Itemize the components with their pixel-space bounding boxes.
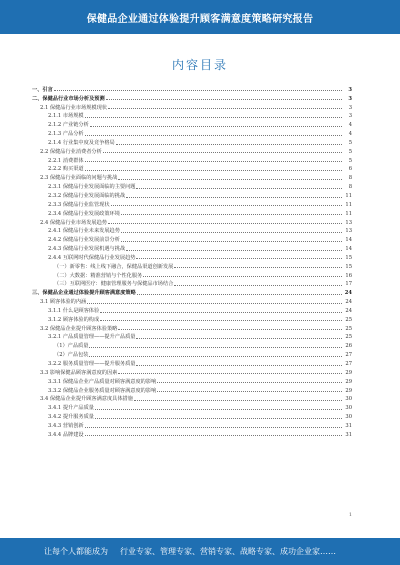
toc-leader-dots [126, 197, 342, 198]
toc-entry-label: 2.3.4 保健品行业发展政策环境 [48, 210, 120, 217]
toc-leader-dots [174, 285, 342, 286]
toc-leader-dots [136, 365, 342, 366]
toc-entry[interactable] [30, 164, 352, 173]
toc-leader-dots [90, 126, 342, 127]
toc-entry[interactable] [30, 385, 352, 394]
toc-entry-page: 25 [345, 316, 352, 323]
toc-entry-label: 一、引言 [32, 86, 53, 93]
toc-leader-dots [106, 99, 342, 100]
toc-entry-page: 8 [348, 184, 352, 191]
toc-leader-dots [85, 435, 342, 436]
toc-entry-page: 15 [345, 254, 352, 261]
page-number: 1 [348, 512, 352, 518]
toc-entry-page: 5 [348, 139, 352, 146]
toc-leader-dots [87, 303, 342, 304]
toc-entry-page: 17 [345, 281, 352, 288]
toc-entry[interactable] [30, 208, 352, 217]
toc-entry[interactable] [30, 411, 352, 420]
toc-entry[interactable] [30, 190, 352, 199]
toc-entry-page: 24 [345, 307, 352, 314]
report-footer [0, 538, 400, 565]
toc-entry-label: 2.1.2 产业链分析 [48, 122, 89, 129]
toc-entry-page: 4 [348, 131, 352, 138]
toc-entry[interactable] [30, 394, 352, 403]
toc-entry[interactable] [30, 261, 352, 270]
toc-leader-dots [137, 294, 342, 295]
toc-entry[interactable] [30, 376, 352, 385]
toc-entry-page: 4 [348, 122, 352, 129]
toc-entry-page: 31 [345, 422, 352, 429]
toc-entry-label: 3.3.2 保健品企业服务质量对顾客满意度的影响 [48, 387, 157, 394]
toc-leader-dots [118, 179, 342, 180]
toc-entry-page: 14 [345, 246, 352, 253]
footer-slogan: 让每个人都能成为 [44, 547, 108, 556]
toc-entry-page: 6 [348, 166, 352, 173]
toc-entry-label: 2.1.1 市场规模 [48, 113, 84, 120]
toc-entry-label: 3.2.2 服务质量管理——提升服务质量 [48, 361, 136, 367]
toc-entry-label: 2.2 保健品行业消费者分析 [40, 148, 102, 155]
toc-leader-dots [121, 214, 342, 215]
toc-entry[interactable] [30, 128, 352, 137]
toc-entry[interactable] [30, 323, 352, 332]
toc-entry[interactable] [30, 226, 352, 235]
toc-entry-page: 5 [348, 157, 352, 164]
toc-entry-page: 3 [348, 86, 352, 93]
toc-entry-page: 16 [345, 272, 352, 279]
toc-entry-label: 2.1 保健品行业市场规模现状 [40, 104, 107, 111]
toc-entry-label: 3.4.1 提升产品质量 [48, 405, 94, 412]
toc-entry[interactable] [30, 287, 352, 296]
footer-roles: 行业专家、管理专家、营销专家、战略专家、成功企业家…… [120, 547, 336, 556]
toc-entry-page: 30 [345, 405, 352, 412]
toc-leader-dots [121, 232, 342, 233]
toc-leader-dots [85, 427, 342, 428]
toc-leader-dots [85, 170, 342, 171]
toc-entry-page: 13 [345, 219, 352, 226]
toc-entry-label: 2.1.3 产品分析 [48, 131, 84, 138]
toc-entry-page: 11 [345, 210, 352, 217]
toc-entry-label: 2.4.3 保健品行业发展机遇与挑战 [48, 246, 126, 253]
toc-entry[interactable] [30, 270, 352, 279]
toc-entry-page: 14 [345, 237, 352, 244]
toc-entry-page: 15 [345, 263, 352, 270]
toc-entry-page: 8 [348, 175, 352, 182]
toc-leader-dots [100, 320, 342, 321]
toc-leader-dots [100, 312, 342, 313]
toc-leader-dots [136, 258, 342, 259]
report-header [0, 0, 400, 34]
toc-entry-page: 29 [345, 369, 352, 376]
toc-entry-page: 3 [348, 95, 352, 102]
toc-entry[interactable] [30, 217, 352, 226]
toc-entry-page: 27 [345, 352, 352, 359]
toc-leader-dots [157, 391, 342, 392]
toc-leader-dots [89, 347, 342, 348]
toc-entry-label: 2.2.2 购买渠道 [48, 166, 84, 173]
toc-leader-dots [126, 250, 342, 251]
toc-leader-dots [85, 135, 342, 136]
toc-entry-label: （三）互联网医疗：健康管理服务与保健品市场结合 [54, 281, 174, 288]
toc-entry[interactable] [30, 367, 352, 376]
toc-leader-dots [103, 152, 342, 153]
toc-entry[interactable] [30, 279, 352, 288]
toc-entry[interactable] [30, 305, 352, 314]
toc-entry[interactable] [30, 243, 352, 252]
toc-entry[interactable] [30, 84, 352, 93]
toc-entry[interactable] [30, 102, 352, 111]
toc-leader-dots [157, 382, 342, 383]
toc-entry-page: 5 [348, 148, 352, 155]
toc-entry[interactable] [30, 155, 352, 164]
toc-entry[interactable] [30, 93, 352, 102]
toc-entry-page: 29 [345, 387, 352, 394]
toc-entry-label: （1）产品质量 [54, 343, 89, 350]
toc-entry-label: 2.3.2 保健品行业发展面临的挑战 [48, 192, 126, 199]
toc-leader-dots [108, 108, 342, 109]
toc-entry[interactable] [30, 234, 352, 243]
toc-leader-dots [89, 356, 342, 357]
toc-leader-dots [116, 144, 342, 145]
toc-entry[interactable] [30, 358, 352, 367]
toc-entry-page: 11 [345, 201, 352, 208]
toc-entry-page: 25 [345, 325, 352, 332]
toc-entry-label: 3.1.1 什么是顾客体验 [48, 307, 100, 314]
toc-entry-label: 二、保健品行业市场分析及预测 [32, 95, 105, 102]
toc-entry[interactable] [30, 172, 352, 181]
toc-leader-dots [95, 409, 342, 410]
toc-entry-page: 3 [348, 104, 352, 111]
toc-entry-label: 3.2.1 产品质量管理——提升产品质量 [48, 334, 136, 341]
toc-entry[interactable] [30, 137, 352, 146]
toc-entry[interactable] [30, 252, 352, 261]
toc-entry-label: 2.4 保健品行业市场发展趋势 [40, 219, 107, 226]
toc-entry-page: 11 [345, 192, 352, 199]
toc-entry-label: 3.4.3 营销创新 [48, 422, 84, 429]
toc-entry-label: 3.4 保健品企业提升顾客满意度具体措施 [40, 396, 133, 403]
toc-entry[interactable] [30, 146, 352, 155]
toc-leader-dots [118, 329, 342, 330]
toc-entry-page: 25 [345, 334, 352, 341]
toc-entry-label: 3.2 保健品企业提升顾客体验策略 [40, 325, 118, 332]
toc-entry[interactable] [30, 296, 352, 305]
toc-leader-dots [174, 267, 342, 268]
toc-entry[interactable] [30, 314, 352, 323]
toc-entry-page: 30 [345, 396, 352, 403]
toc-leader-dots [108, 223, 342, 224]
toc-leader-dots [111, 205, 342, 206]
toc-entry-label: 2.4.4 互联网时代保健品行业发展趋势 [48, 254, 136, 261]
report-title: 保健品企业通过体验提升顾客满意度策略研究报告 [86, 14, 314, 25]
toc-entry-label: 3.4.2 提升服务质量 [48, 414, 94, 421]
toc-leader-dots [136, 338, 342, 339]
toc-leader-dots [118, 373, 342, 374]
toc-entry-label: 2.3.1 保健品行业发展面临的主要问题 [48, 184, 136, 191]
toc-leader-dots [95, 418, 342, 419]
toc-entry-label: 3.3.1 保健品企业产品质量对顾客满意度的影响 [48, 378, 157, 385]
toc-entry-page: 24 [345, 299, 352, 306]
toc-entry-page: 13 [345, 228, 352, 235]
toc-entry-label: （2）产品包装 [54, 352, 89, 359]
toc-leader-dots [121, 241, 342, 242]
toc-entry[interactable] [30, 420, 352, 429]
toc-leader-dots [54, 90, 342, 91]
toc-entry-page: 3 [348, 113, 352, 120]
toc-entry-label: 3.4.4 品牌建设 [48, 431, 84, 438]
toc-entry-label: 3.3 影响保健品顾客满意度的因素 [40, 369, 118, 376]
toc-entry-label: 2.3 保健品行业面临的问题与挑战 [40, 175, 118, 182]
toc-leader-dots [85, 117, 342, 118]
table-of-contents [30, 84, 352, 438]
toc-entry[interactable] [30, 429, 352, 438]
toc-leader-dots [134, 400, 342, 401]
toc-entry-label: 2.3.3 保健品行业监管现状 [48, 201, 110, 208]
toc-heading: 内容目录 [171, 58, 228, 72]
toc-entry-page: 24 [344, 290, 352, 297]
toc-entry[interactable] [30, 181, 352, 190]
toc-entry[interactable] [30, 119, 352, 128]
toc-entry[interactable] [30, 402, 352, 411]
toc-leader-dots [143, 276, 342, 277]
toc-entry-page: 26 [345, 343, 352, 350]
toc-entry-label: （一）新零售：线上线下融合，保健品渠道创新发展 [54, 263, 174, 270]
toc-leader-dots [136, 188, 342, 189]
toc-entry[interactable] [30, 111, 352, 120]
toc-entry-label: 2.4.2 保健品行业发展前景分析 [48, 237, 120, 244]
toc-entry[interactable] [30, 332, 352, 341]
toc-entry[interactable] [30, 349, 352, 358]
toc-entry-page: 31 [345, 431, 352, 438]
toc-entry-page: 29 [345, 378, 352, 385]
toc-entry-label: （二）大数据：精准营销与个性化服务 [54, 272, 143, 279]
toc-entry-label: 3.1.2 顾客体验的构成 [48, 316, 100, 323]
toc-entry-page: 27 [345, 361, 352, 367]
toc-entry-label: 3.1 顾客体验的内涵 [40, 299, 87, 306]
toc-leader-dots [85, 161, 342, 162]
toc-entry-page: 30 [345, 414, 352, 421]
toc-entry-label: 三、保健品企业通过体验提升顾客满意度策略 [32, 290, 136, 297]
toc-entry[interactable] [30, 199, 352, 208]
toc-entry-label: 2.2.1 消费群体 [48, 157, 84, 164]
toc-entry-label: 2.1.4 行业集中度及竞争格局 [48, 139, 115, 146]
toc-entry-label: 2.4.1 保健品行业未来发展趋势 [48, 228, 120, 235]
toc-entry[interactable] [30, 340, 352, 349]
